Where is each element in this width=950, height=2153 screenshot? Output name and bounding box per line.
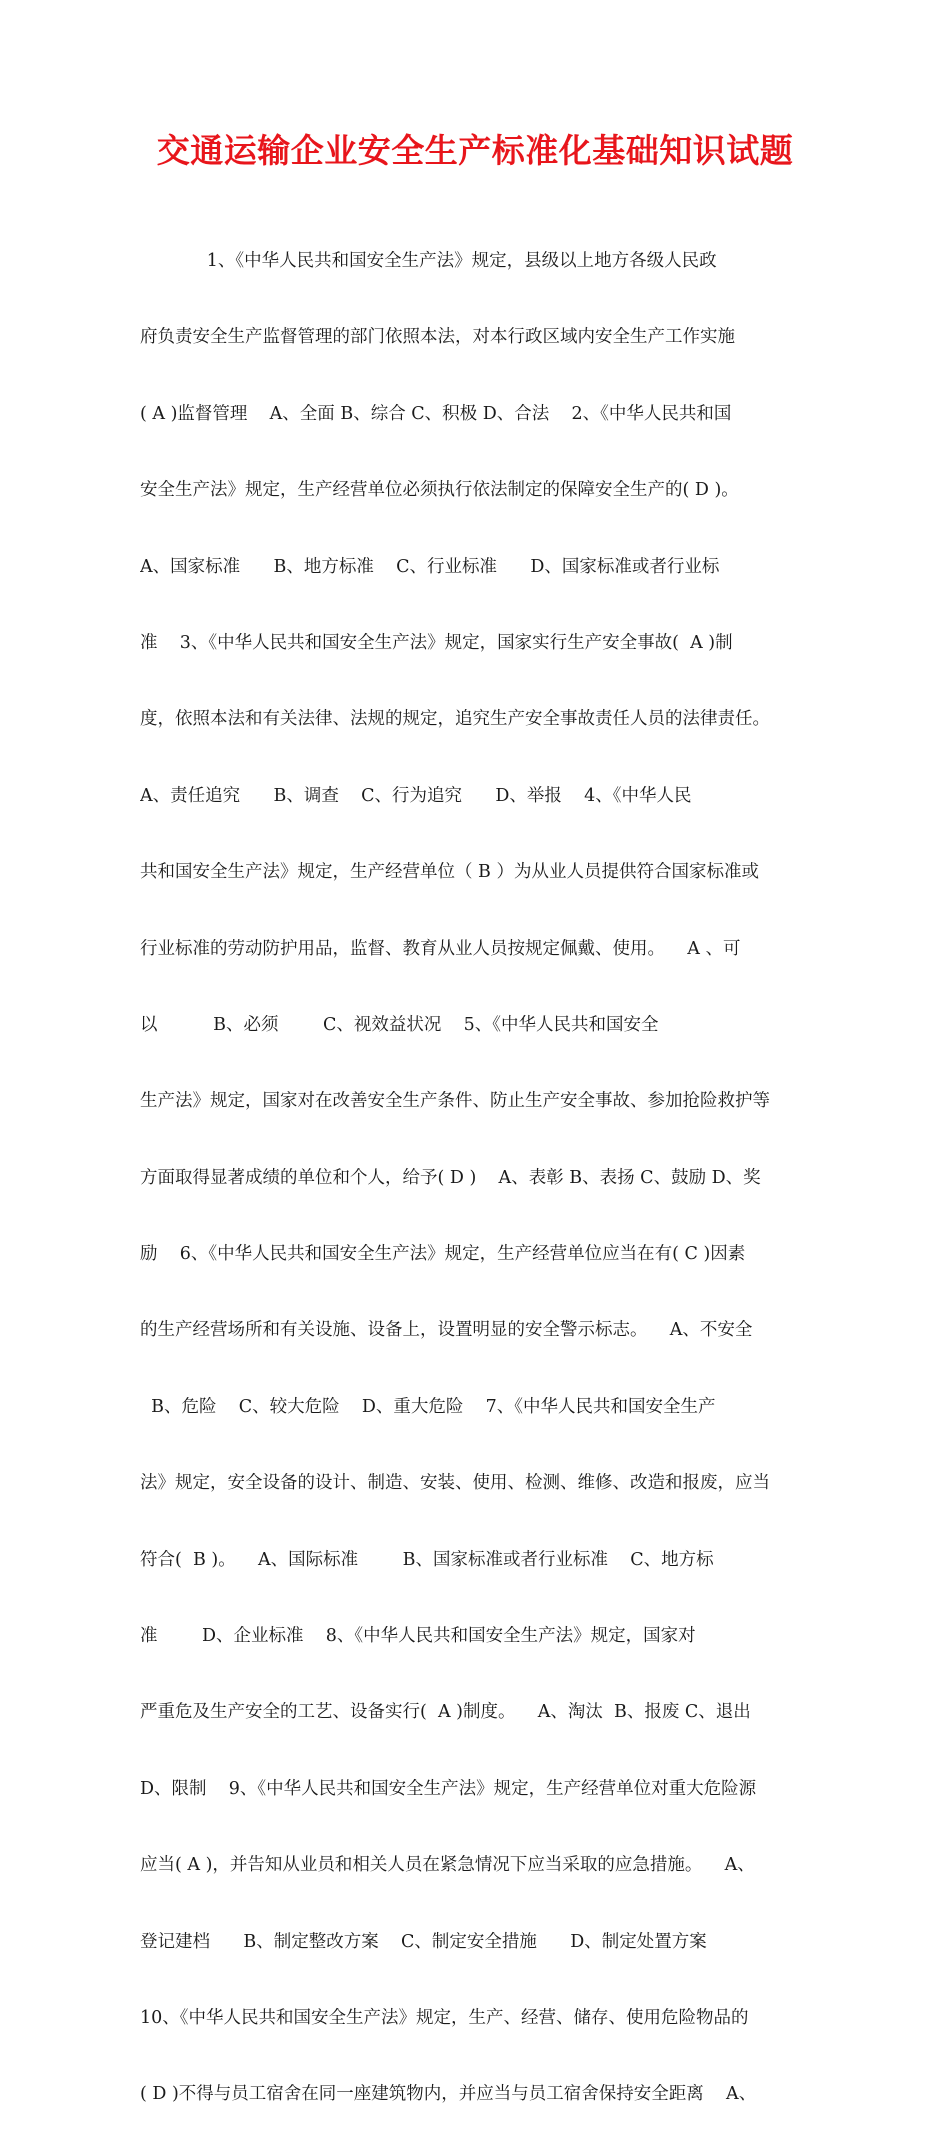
body-line: 生产法》规定，国家对在改善安全生产条件、防止生产安全事故、参加抢险救护等	[140, 1091, 770, 1112]
body-line: 共和国安全生产法》规定，生产经营单位（ B ）为从业人员提供符合国家标准或	[140, 862, 759, 883]
body-line: A、国家标准 B、地方标准 C、行业标准 D、国家标准或者行业标	[140, 556, 720, 577]
body-line: 府负责安全生产监督管理的部门依照本法，对本行政区域内安全生产工作实施	[140, 327, 735, 348]
body-line: ( D )不得与员工宿舍在同一座建筑物内，并应当与员工宿舍保持安全距离 A、	[140, 2084, 757, 2105]
body-line: 以 B、必须 C、视效益状况 5、《中华人民共和国安全	[140, 1014, 659, 1035]
body-line: 应当( A )，并告知从业员和相关人员在紧急情况下应当采取的应急措施。 A、	[140, 1855, 755, 1876]
body-line: 安全生产法》规定，生产经营单位必须执行依法制定的保障安全生产的( D )。	[140, 480, 739, 501]
body-line: 行业标准的劳动防护用品，监督、教育从业人员按规定佩戴、使用。 A 、可	[140, 938, 741, 959]
body-line: 1、《中华人民共和国安全生产法》规定，县级以上地方各级人民政	[140, 251, 717, 271]
body-line: 10、《中华人民共和国安全生产法》规定，生产、经营、储存、使用危险物品的	[140, 2007, 749, 2028]
body-line: 的生产经营场所和有关设施、设备上，设置明显的安全警示标志。 A、不安全	[140, 1320, 753, 1341]
body-line: 励 6、《中华人民共和国安全生产法》规定，生产经营单位应当在有( C )因素	[140, 1244, 746, 1265]
document-body	[140, 203, 820, 2153]
body-line: 登记建档 B、制定整改方案 C、制定安全措施 D、制定处置方案	[140, 1931, 707, 1952]
body-line: 准 D、企业标准 8、《中华人民共和国安全生产法》规定，国家对	[140, 1626, 696, 1647]
body-line: 度，依照本法和有关法律、法规的规定，追究生产安全事故责任人员的法律责任。	[140, 709, 770, 730]
body-line: 法》规定，安全设备的设计、制造、安装、使用、检测、维修、改造和报废，应当	[140, 1473, 770, 1494]
body-line: D、限制 9、《中华人民共和国安全生产法》规定，生产经营单位对重大危险源	[140, 1778, 757, 1799]
document-title: 交通运输企业安全生产标准化基础知识试题	[156, 131, 794, 170]
body-line: ( A )监督管理 A、全面 B、综合 C、积极 D、合法 2、《中华人民共和国	[140, 403, 732, 424]
body-line: 严重危及生产安全的工艺、设备实行( A )制度。 A、淘汰 B、报废 C、退出	[140, 1702, 751, 1723]
body-line: A、责任追究 B、调查 C、行为追究 D、举报 4、《中华人民	[140, 785, 692, 806]
body-line: B、危险 C、较大危险 D、重大危险 7、《中华人民共和国安全生产	[140, 1396, 716, 1417]
body-line: 符合( B )。 A、国际标准 B、国家标准或者行业标准 C、地方标	[140, 1549, 714, 1570]
body-line: 准 3、《中华人民共和国安全生产法》规定，国家实行生产安全事故( A )制	[140, 632, 733, 653]
body-line: 方面取得显著成绩的单位和个人，给予( D ) A、表彰 B、表扬 C、鼓励 D、奖	[140, 1167, 761, 1188]
